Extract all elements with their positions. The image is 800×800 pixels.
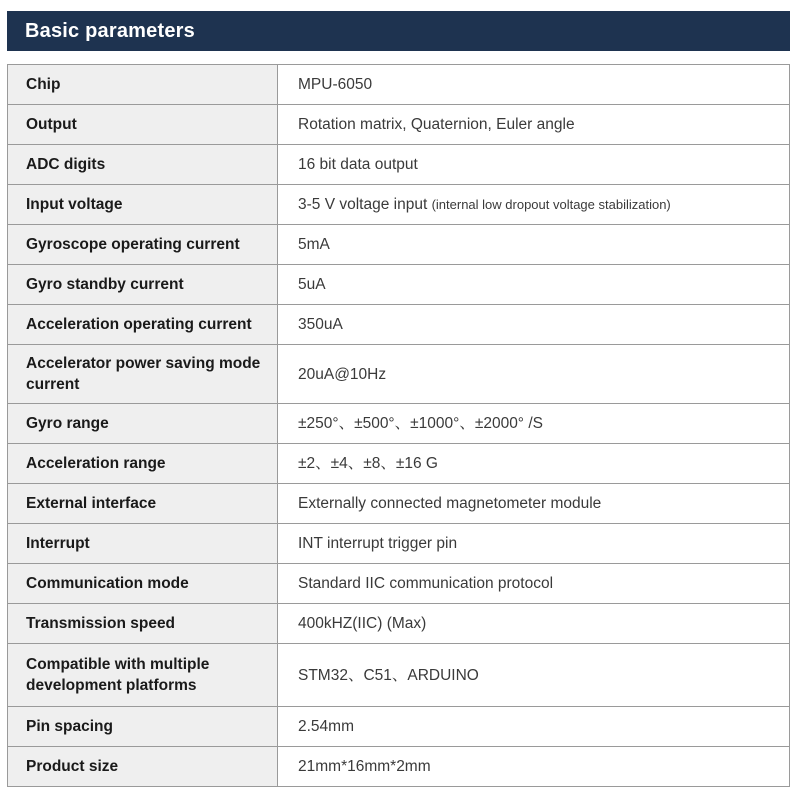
param-label: Gyroscope operating current: [8, 225, 278, 265]
table-row: [8, 747, 790, 787]
param-value: STM32、C51、ARDUINO: [278, 644, 790, 707]
table-row: [8, 185, 790, 225]
param-value: 350uA: [278, 305, 790, 345]
param-value: 2.54mm: [278, 707, 790, 747]
param-label: Gyro standby current: [8, 265, 278, 305]
table-row: [8, 707, 790, 747]
param-value: 16 bit data output: [278, 145, 790, 185]
param-label: Pin spacing: [8, 707, 278, 747]
param-label: Interrupt: [8, 524, 278, 564]
table-row: [8, 105, 790, 145]
table-row: [8, 145, 790, 185]
table-row: [8, 265, 790, 305]
param-value: 400kHZ(IIC) (Max): [278, 604, 790, 644]
table-row: [8, 484, 790, 524]
param-value-main: 3-5 V voltage input: [298, 196, 428, 213]
table-row: [8, 524, 790, 564]
param-value: Externally connected magnetometer module: [278, 484, 790, 524]
param-label: Output: [8, 105, 278, 145]
param-label: Transmission speed: [8, 604, 278, 644]
param-value: ±250°、±500°、±1000°、±2000° /S: [278, 404, 790, 444]
param-label: Product size: [8, 747, 278, 787]
param-value-note: (internal low dropout voltage stabilization): [431, 197, 671, 212]
table-row: [8, 644, 790, 707]
param-value: Standard IIC communication protocol: [278, 564, 790, 604]
table-row: [8, 225, 790, 265]
table-row: [8, 564, 790, 604]
table-row: [8, 404, 790, 444]
param-label: Chip: [8, 65, 278, 105]
parameters-table: [7, 64, 790, 787]
table-row: [8, 444, 790, 484]
param-value: [278, 185, 790, 225]
param-label: Accelerator power saving mode current: [8, 345, 278, 404]
table-row: [8, 305, 790, 345]
param-value: ±2、±4、±8、±16 G: [278, 444, 790, 484]
param-value: 21mm*16mm*2mm: [278, 747, 790, 787]
section-header: [7, 11, 790, 51]
param-value: 20uA@10Hz: [278, 345, 790, 404]
param-label: Communication mode: [8, 564, 278, 604]
param-label: Gyro range: [8, 404, 278, 444]
param-label: Input voltage: [8, 185, 278, 225]
param-label: Acceleration operating current: [8, 305, 278, 345]
param-value: Rotation matrix, Quaternion, Euler angle: [278, 105, 790, 145]
param-value: 5uA: [278, 265, 790, 305]
param-value: INT interrupt trigger pin: [278, 524, 790, 564]
param-label: Compatible with multiple development platforms: [8, 644, 278, 707]
param-label: External interface: [8, 484, 278, 524]
param-value: MPU-6050: [278, 65, 790, 105]
table-row: [8, 345, 790, 404]
param-value: 5mA: [278, 225, 790, 265]
table-row: [8, 604, 790, 644]
param-label: Acceleration range: [8, 444, 278, 484]
param-label: ADC digits: [8, 145, 278, 185]
section-title: Basic parameters: [25, 19, 195, 42]
table-row: [8, 65, 790, 105]
